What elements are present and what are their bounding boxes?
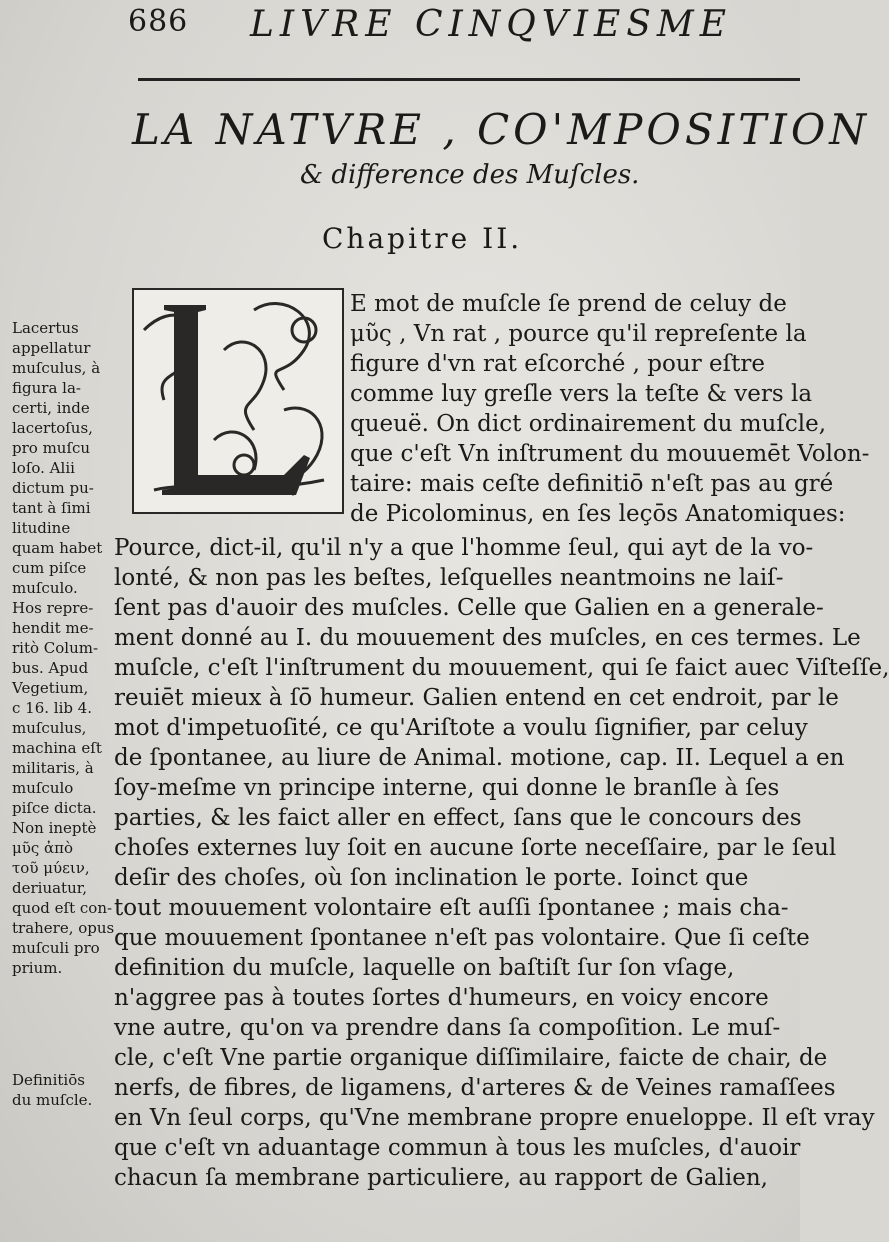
margin-line: quam habet [12,539,103,557]
margin-note-lacertus [12,318,120,978]
margin-line: figura la- [12,379,81,397]
margin-line: bus. Apud [12,659,89,677]
margin-line: litudine [12,519,71,537]
body-line: Pource, dict-il, qu'il n'y a que l'homme ſeul, qui ayt de la vo- [114,535,814,561]
margin-note-definitions [12,1070,120,1110]
margin-line: muſculo. [12,579,78,597]
margin-line: machina eſt [12,739,102,757]
margin-line: cum piſce [12,559,87,577]
body-line: ment donné au I. du mouuement des muſcles, en ces termes. Le [114,625,861,651]
margin-line: piſce dicta. [12,799,97,817]
page-number: 686 [128,4,189,39]
body-line: ſent pas d'auoir des muſcles. Celle que Galien en a generale- [114,595,824,621]
page-header [110,4,800,64]
margin-line: lacertoſus, [12,419,93,437]
body-line: n'aggree pas à toutes ſortes d'humeurs, en voicy encore [114,985,769,1011]
margin-line: Vegetium, [12,679,89,697]
body-line: definition du muſcle, laquelle on baſtiſt ſur ſon vſage, [114,955,735,981]
margin-line: muſculus, à [12,359,101,377]
margin-line: tant à ſimi [12,499,91,517]
margin-line: loſo. Alii [12,459,75,477]
body-line: nerfs, de fibres, de ligamens, d'arteres & de Veines ramaſſees [114,1075,836,1101]
margin-line: ritò Colum- [12,639,99,657]
margin-line: Lacertus [12,319,79,337]
body-line: muſcle, c'eſt l'inſtrument du mouuement, qui ſe faict auec Viſteſſe, [114,655,889,681]
body-line: que mouuement ſpontanee n'eſt pas volontaire. Que ſi ceſte [114,925,810,951]
body-line: ſoy-meſme vn principe interne, qui donne le branſle à ſes [114,775,780,801]
body-line: choſes externes luy ſoit en aucune ſorte neceſſaire, par le ſeul [114,835,837,861]
margin-line: hendit me- [12,619,94,637]
margin-line: Hos repre- [12,599,94,617]
margin-line: quod eſt con- [12,899,113,917]
body-line: queuë. On dict ordinairement du muſcle, [350,411,827,437]
body-line: que c'eſt vn aduantage commun à tous les muſcles, d'auoir [114,1135,801,1161]
body-line: taire: mais ceſte definitiō n'eſt pas au gré [350,471,834,497]
margin-line: Non ineptè [12,819,97,837]
margin-line: du muſcle. [12,1091,93,1109]
body-line: parties, & les faict aller en effect, ſans que le concours des [114,805,802,831]
chapter-heading: Chapitre II. [322,222,523,255]
body-line: chacun ſa membrane particuliere, au rapport de Galien, [114,1165,768,1191]
margin-line: prium. [12,959,63,977]
body-line: deſir des choſes, où ſon inclination le porte. Ioinct que [114,865,749,891]
body-line: mot d'impetuoſité, ce qu'Ariſtote a voulu ſignifier, par celuy [114,715,808,741]
body-line: μῦς , Vn rat , pource qu'il repreſente la [350,321,807,347]
margin-line: muſculus, [12,719,87,737]
body-line: figure d'vn rat eſcorché , pour eſtre [350,351,765,377]
margin-line: c 16. lib 4. [12,699,93,717]
ornamental-initial-l [132,288,344,514]
margin-line: muſculi pro [12,939,100,957]
body-line: E mot de muſcle ſe prend de celuy de [350,291,787,317]
margin-line: τοῦ μύειν, [12,859,90,877]
margin-line: dictum pu- [12,479,94,497]
margin-line: muſculo [12,779,74,797]
margin-line: appellatur [12,339,91,357]
margin-line: μῦς ἀπὸ [12,839,74,857]
body-line: de ſpontanee, au liure de Animal. motione, cap. II. Lequel a en [114,745,845,771]
running-head: LIVRE CINQVIESME [250,4,733,45]
margin-line: pro muſcu [12,439,91,457]
body-line: en Vn ſeul corps, qu'Vne membrane propre enueloppe. Il eſt vray [114,1105,875,1131]
body-line: de Picolominus, en ſes leçōs Anatomiques: [350,501,846,527]
margin-line: trahere, opus [12,919,115,937]
body-line: lonté, & non pas les beſtes, leſquelles neantmoins ne laiſ- [114,565,784,591]
body-line: comme luy greſle vers la teſte & vers la [350,381,813,407]
header-rule [138,78,800,81]
body-line: reuiēt mieux à ſō humeur. Galien entend en cet endroit, par le [114,685,839,711]
body-line: vne autre, qu'on va prendre dans ſa compoſition. Le muſ- [114,1015,781,1041]
body-line: cle, c'eſt Vne partie organique diſſimilaire, faicte de chair, de [114,1045,828,1071]
margin-line: militaris, à [12,759,94,777]
margin-line: deriuatur, [12,879,88,897]
body-line: tout mouuement volontaire eſt auſſi ſpontanee ; mais cha- [114,895,789,921]
chapter-title-line-1: LA NATVRE , CO'MPOSITION [132,105,870,154]
chapter-title-line-2: & difference des Muſcles. [300,160,640,190]
margin-line: certi, inde [12,399,90,417]
ornament-foliage-icon [134,290,342,512]
margin-line: Definitiōs [12,1071,85,1089]
body-line: que c'eſt Vn inſtrument du mouuemēt Volon- [350,441,870,467]
